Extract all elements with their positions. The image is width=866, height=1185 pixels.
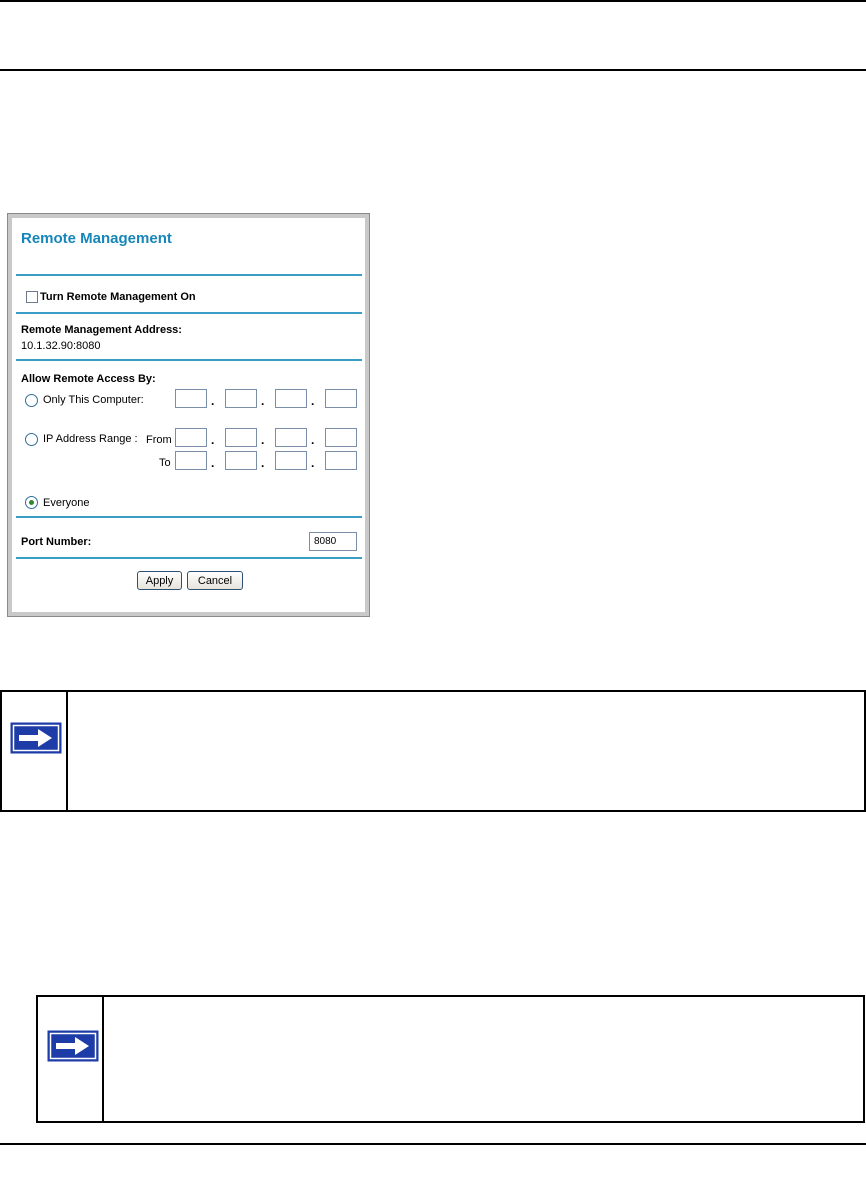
apply-button[interactable]: Apply	[137, 571, 182, 590]
from-octet-input[interactable]	[175, 428, 207, 447]
note-box	[36, 995, 865, 1123]
panel-title: Remote Management	[21, 230, 172, 247]
dot-separator: .	[211, 433, 215, 447]
from-octet-input[interactable]	[225, 428, 257, 447]
dot-separator: .	[311, 394, 315, 408]
dot-separator: .	[261, 433, 265, 447]
arrow-right-icon	[10, 722, 62, 754]
dot-separator: .	[261, 456, 265, 470]
from-octet-input[interactable]	[325, 428, 357, 447]
dot-separator: .	[261, 394, 265, 408]
only-this-computer-label: Only This Computer:	[43, 394, 144, 406]
arrow-right-icon	[47, 1030, 99, 1062]
to-octet-input[interactable]	[325, 451, 357, 470]
ip-range-radio[interactable]	[25, 433, 38, 446]
cancel-button[interactable]: Cancel	[187, 571, 243, 590]
port-label: Port Number:	[21, 536, 92, 548]
dot-separator: .	[211, 394, 215, 408]
dot-separator: .	[311, 433, 315, 447]
note-box	[0, 690, 866, 812]
panel-content	[12, 218, 365, 612]
from-octet-input[interactable]	[275, 428, 307, 447]
from-label: From	[146, 434, 172, 446]
separator	[16, 516, 362, 518]
separator	[16, 274, 362, 276]
turn-on-checkbox[interactable]	[26, 291, 38, 303]
dot-separator: .	[211, 456, 215, 470]
ip-octet-input[interactable]	[175, 389, 207, 408]
ip-octet-input[interactable]	[325, 389, 357, 408]
remote-management-panel	[7, 213, 370, 617]
turn-on-label: Turn Remote Management On	[40, 291, 196, 303]
address-label: Remote Management Address:	[21, 324, 182, 336]
dot-separator: .	[311, 456, 315, 470]
ip-octet-input[interactable]	[225, 389, 257, 408]
to-label: To	[159, 457, 171, 469]
top-rule	[0, 0, 866, 2]
header-rule	[0, 69, 866, 71]
separator	[16, 359, 362, 361]
separator	[16, 557, 362, 559]
to-octet-input[interactable]	[225, 451, 257, 470]
only-this-computer-radio[interactable]	[25, 394, 38, 407]
address-value: 10.1.32.90:8080	[21, 340, 101, 352]
radio-selected-dot	[29, 500, 34, 505]
to-octet-input[interactable]	[175, 451, 207, 470]
ip-octet-input[interactable]	[275, 389, 307, 408]
ip-range-label: IP Address Range :	[43, 433, 138, 445]
footer-rule	[0, 1143, 866, 1145]
to-octet-input[interactable]	[275, 451, 307, 470]
port-input[interactable]: 8080	[309, 532, 357, 551]
everyone-label: Everyone	[43, 497, 90, 509]
everyone-radio[interactable]	[25, 496, 38, 509]
allow-label: Allow Remote Access By:	[21, 373, 156, 385]
separator	[16, 312, 362, 314]
